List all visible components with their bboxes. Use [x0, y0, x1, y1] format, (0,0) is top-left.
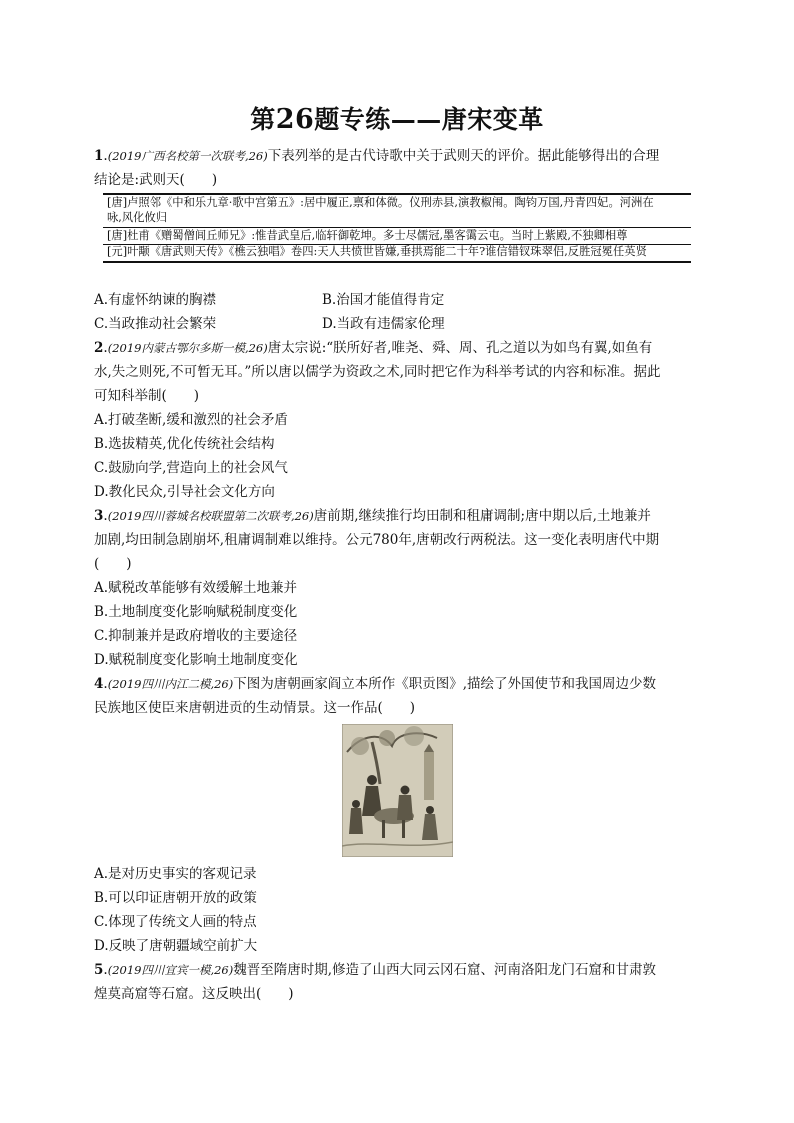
q3-option-d: D.赋税制度变化影响土地制度变化: [94, 652, 298, 668]
title-prefix: 第: [250, 105, 276, 134]
table-row: [元]叶颙《唐武则天传》《樵云独唱》卷四:天人共愤世皆嫌,垂拱焉能二十年?谁信错钗珠翠侣,反胜冠冕任英贤: [107, 245, 647, 258]
q1-option-b: B.治国才能值得肯定: [322, 292, 445, 308]
q4-source: (2019四川内江二模,26): [107, 677, 234, 691]
q1-stem-line-2: 结论是:武则天( ): [94, 172, 218, 188]
q1-number: 1: [94, 148, 104, 164]
q1-option-d: D.当政有违儒家伦理: [322, 316, 445, 332]
q3-option-b: B.土地制度变化影响赋税制度变化: [94, 604, 298, 620]
q1-stem-line-1: 1.(2019广西名校第一次联考,26)下表列举的是古代诗歌中关于武则天的评价。据此能够得出的合理: [94, 148, 660, 164]
q4-option-a: A.是对历史事实的客观记录: [94, 866, 257, 882]
q3-stem-line-1: 3.(2019四川蓉城名校联盟第二次联考,26)唐前期,继续推行均田制和租庸调制;唐中期以后,土地兼并: [94, 508, 651, 524]
q2-option-b: B.选拔精英,优化传统社会结构: [94, 436, 275, 452]
zhigongtu-painting-image: [342, 724, 453, 857]
page-title: [0, 100, 794, 136]
q2-stem-line-1: 2.(2019内蒙古鄂尔多斯一模,26)唐太宗说:“朕所好者,唯尧、舜、周、孔之道以为如鸟有翼,如鱼有: [94, 340, 653, 356]
q2-option-d: D.教化民众,引导社会文化方向: [94, 484, 275, 500]
q5-number: 5: [94, 962, 104, 978]
q1-option-a: A.有虚怀纳谏的胸襟: [94, 292, 217, 308]
q4-option-d: D.反映了唐朝疆域空前扩大: [94, 938, 258, 954]
q3-option-c: C.抑制兼并是政府增收的主要途径: [94, 628, 298, 644]
q5-stem-line-1: 5.(2019四川宜宾一模,26)魏晋至隋唐时期,修造了山西大同云冈石窟、河南洛阳龙门石窟和甘肃敦: [94, 962, 657, 978]
q2-option-a: A.打破垄断,缓和激烈的社会矛盾: [94, 412, 288, 428]
table-divider: [103, 227, 691, 228]
q1-quote-table: [103, 193, 691, 263]
q4-option-c: C.体现了传统文人画的特点: [94, 914, 257, 930]
q2-source: (2019内蒙古鄂尔多斯一模,26): [107, 341, 268, 355]
title-number: 26: [275, 104, 315, 135]
q3-number: 3: [94, 508, 104, 524]
q2-stem-line-3: 可知科举制( ): [94, 388, 200, 404]
q4-stem-line-1: 4.(2019四川内江二模,26)下图为唐朝画家阎立本所作《职贡图》,描绘了外国使节和我国周边少数: [94, 676, 657, 692]
q4-number: 4: [94, 676, 104, 692]
q3-stem-line-3: ( ): [94, 556, 132, 572]
q2-option-c: C.鼓励向学,营造向上的社会风气: [94, 460, 288, 476]
q2-stem-line-2: 水,失之则死,不可暂无耳。”所以唐以儒学为资政之术,同时把它作为科举考试的内容和标准。据此: [94, 364, 661, 380]
q4-option-b: B.可以印证唐朝开放的政策: [94, 890, 257, 906]
q3-option-a: A.赋税改革能够有效缓解土地兼并: [94, 580, 298, 596]
title-suffix: 题专练——唐宋变革: [314, 105, 544, 134]
q3-stem-line-2: 加剧,均田制急剧崩坏,租庸调制难以维持。公元780年,唐朝改行两税法。这一变化表明唐代中期: [94, 532, 660, 548]
table-row: [唐]杜甫《赠蜀僧闾丘师兄》:惟昔武皇后,临轩御乾坤。多士尽儒冠,墨客霭云屯。当时上紫殿,不独卿相尊: [107, 229, 628, 242]
q5-stem-line-2: 煌莫高窟等石窟。这反映出( ): [94, 986, 294, 1002]
q1-source: (2019广西名校第一次联考,26): [107, 149, 268, 163]
q4-stem-line-2: 民族地区使臣来唐朝进贡的生动情景。这一作品( ): [94, 700, 416, 716]
q1-option-c: C.当政推动社会繁荣: [94, 316, 217, 332]
table-row: [唐]卢照邻《中和乐九章·歌中宫第五》:居中履正,禀和体微。仪刑赤县,演教椒闱。陶钧万国,丹青四妃。河洲在: [107, 196, 654, 209]
q3-source: (2019四川蓉城名校联盟第二次联考,26): [107, 509, 314, 523]
q2-number: 2: [94, 340, 104, 356]
painting-illustration: [342, 724, 453, 857]
q5-source: (2019四川宜宾一模,26): [107, 963, 234, 977]
table-row-continuation: 咏,风化攸归: [107, 211, 168, 224]
